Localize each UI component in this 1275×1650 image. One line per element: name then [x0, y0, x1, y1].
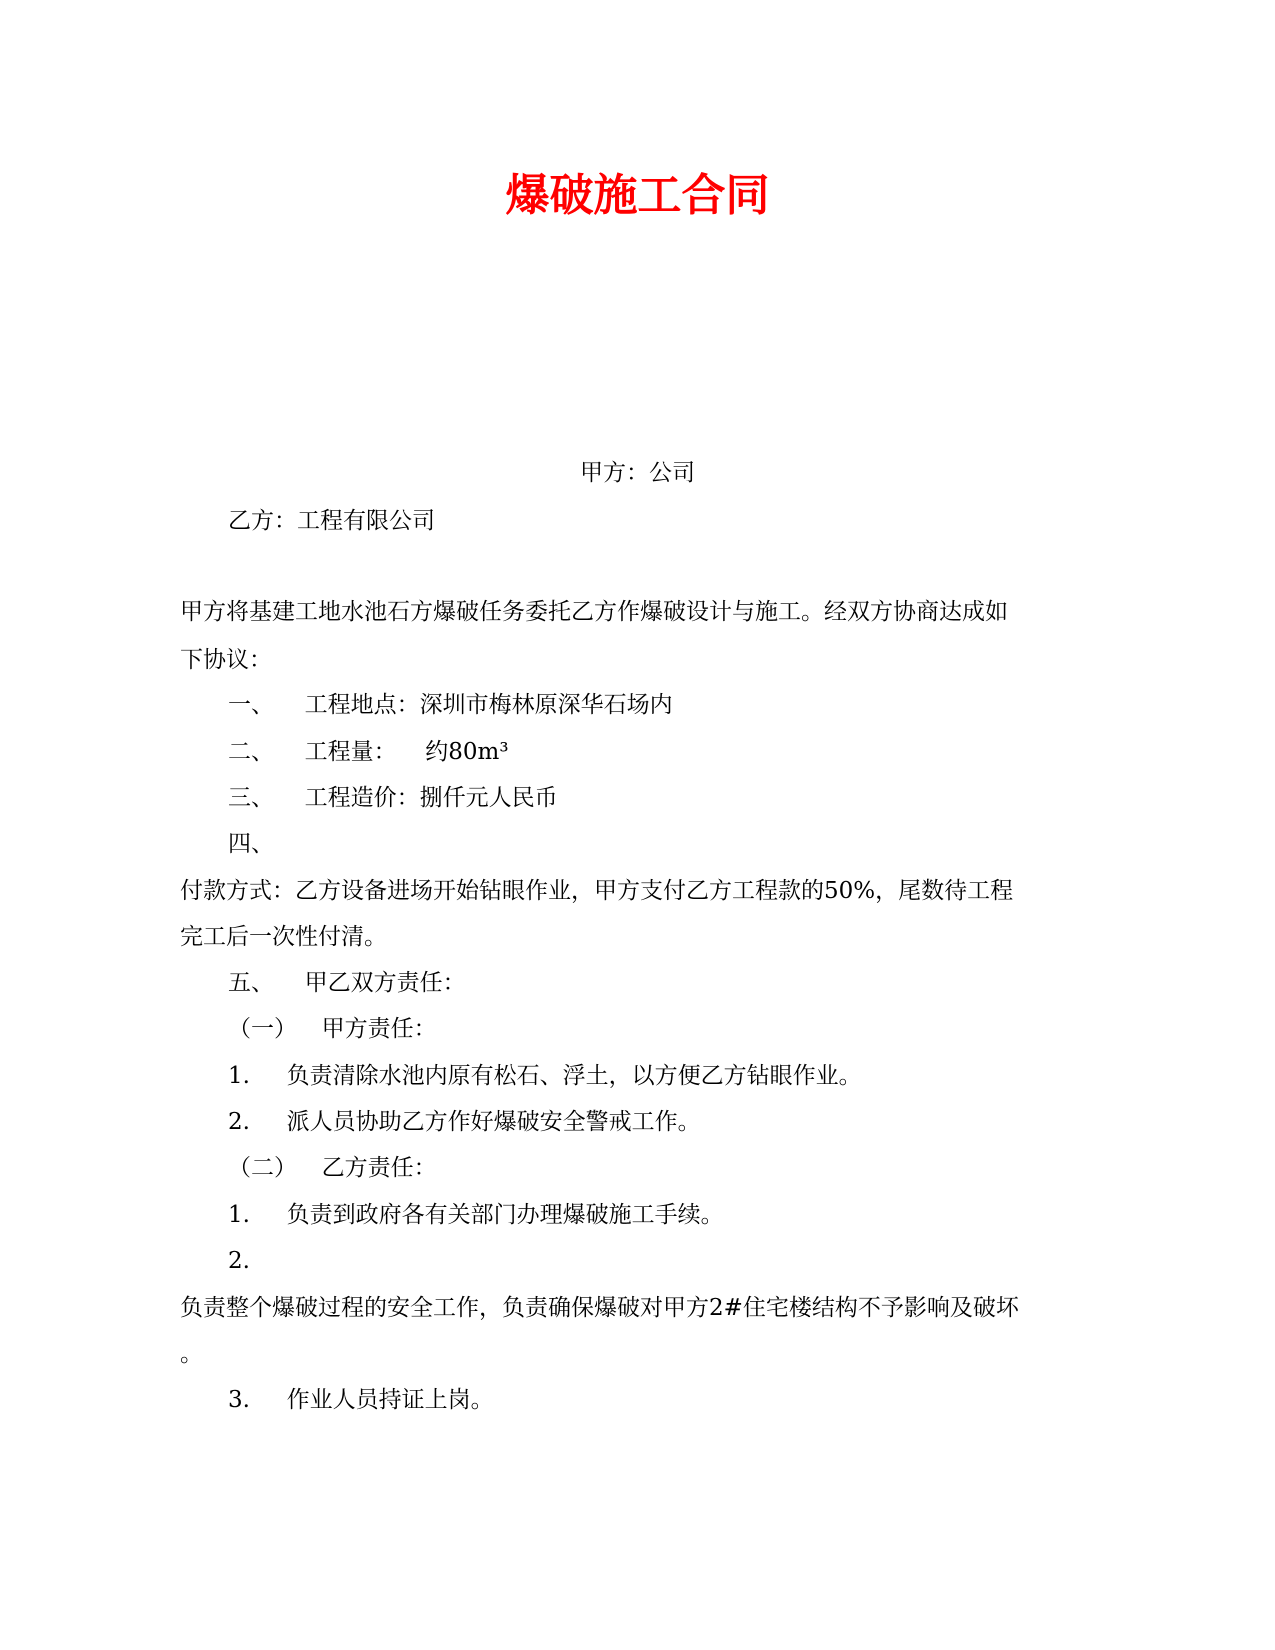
document-title: 爆破施工合同	[505, 170, 770, 221]
clause-3	[228, 783, 558, 813]
clause-2	[228, 737, 509, 767]
clause-2-text: 工程量：	[304, 739, 397, 765]
party-a-duty-1	[228, 1061, 862, 1091]
party-b-duty-2-line-1: 负责整个爆破过程的安全工作，负责确保爆破对甲方2#住宅楼结构不予影响及破坏	[180, 1295, 1019, 1321]
clause-1-text: 工程地点：深圳市梅林原深华石场内	[304, 692, 673, 718]
clause-5	[228, 968, 466, 998]
clause-3-text: 工程造价：捌仟元人民币	[304, 785, 558, 811]
clause-3-number: 三、	[228, 785, 274, 811]
clause-2-value: 约80m³	[425, 739, 509, 765]
clause-1-number: 一、	[228, 692, 274, 718]
party-b-duty-3-text: 作业人员持证上岗。	[286, 1387, 494, 1413]
party-b-duties-title: 乙方责任：	[321, 1155, 437, 1181]
party-b-duty-1	[228, 1200, 724, 1230]
clause-5-text: 甲乙双方责任：	[304, 970, 466, 996]
party-b-duty-2-number: 2.	[228, 1248, 250, 1274]
party-b-duties-number: （二）	[228, 1155, 297, 1181]
party-b-duties-heading	[228, 1153, 437, 1183]
party-a-duty-1-text: 负责清除水池内原有松石、浮土，以方便乙方钻眼作业。	[286, 1063, 862, 1089]
party-a-duty-1-number: 1.	[228, 1063, 250, 1089]
party-b-duty-3	[228, 1385, 494, 1415]
party-a-duties-heading	[228, 1014, 437, 1044]
party-b-duty-2-line-2: 。	[180, 1341, 203, 1367]
party-b-duty-1-text: 负责到政府各有关部门办理爆破施工手续。	[286, 1202, 724, 1228]
clause-1	[228, 690, 673, 720]
party-a-duty-2-number: 2.	[228, 1109, 250, 1135]
party-a-duties-title: 甲方责任：	[321, 1016, 437, 1042]
clause-4-number: 四、	[228, 831, 274, 857]
party-b-line: 乙方：工程有限公司	[228, 508, 435, 534]
party-a-duty-2	[228, 1107, 701, 1137]
clause-4-line-1: 付款方式：乙方设备进场开始钻眼作业，甲方支付乙方工程款的50%，尾数待工程	[180, 878, 1014, 904]
intro-line-1: 甲方将基建工地水池石方爆破任务委托乙方作爆破设计与施工。经双方协商达成如	[180, 599, 1008, 625]
party-b-duty-1-number: 1.	[228, 1202, 250, 1228]
clause-4-line-2: 完工后一次性付清。	[180, 924, 387, 950]
clause-5-number: 五、	[228, 970, 274, 996]
party-a-line: 甲方：公司	[580, 460, 695, 486]
party-b-duty-3-number: 3.	[228, 1387, 250, 1413]
clause-2-number: 二、	[228, 739, 274, 765]
party-a-duties-number: （一）	[228, 1016, 297, 1042]
party-a-duty-2-text: 派人员协助乙方作好爆破安全警戒工作。	[286, 1109, 701, 1135]
intro-line-2: 下协议：	[180, 647, 272, 673]
